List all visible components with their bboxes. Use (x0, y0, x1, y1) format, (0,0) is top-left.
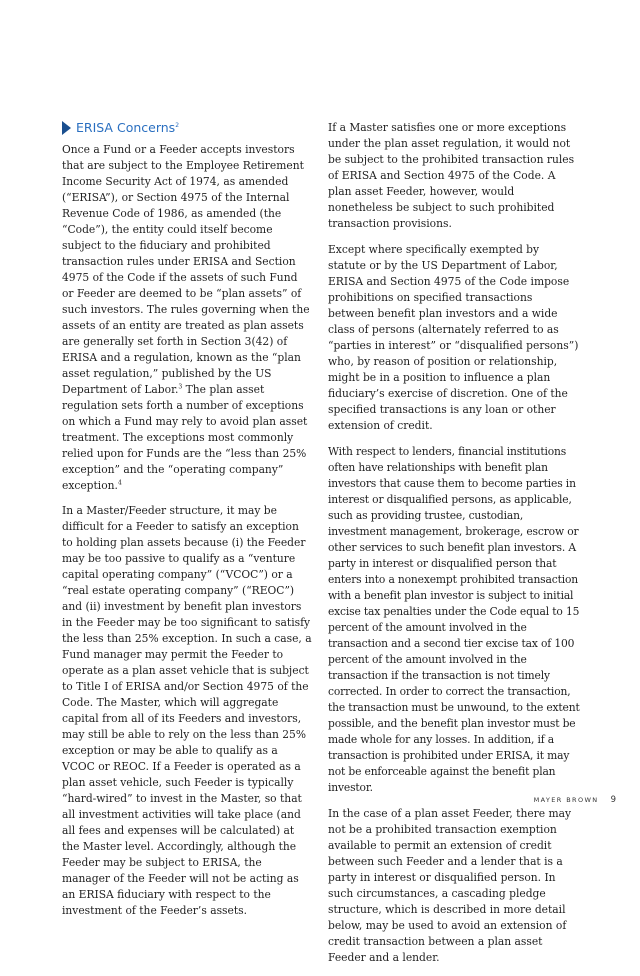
brand-name: MAYER BROWN (533, 796, 599, 804)
footnote-ref: 2 (175, 121, 180, 129)
paragraph: With respect to lenders, financial institutions often have relationships with benefit plan investors that cause them to become parties in interest or disqualified persons, as applicable, such as providing trustee, custodian, investment management, brokerage, escrow or other services to such benefit plan investors. A party in interest or disqualified person that enters into a nonexempt prohibited transaction with a benefit plan investor is subject to initial excise tax penalties under the Code equal to 15 percent of the amount involved in the transaction and a second tier excise tax of 100 percent of the amount involved in the transaction if the transaction is not timely corrected. In order to correct the transaction, the transaction must be unwound, to the extent possible, and the benefit plan investor must be made whole for any losses. In addition, if a transaction is prohibited under ERISA, it may not be enforceable against the benefit plan investor. (328, 445, 580, 794)
section-heading (62, 120, 312, 136)
paragraph: In a Master/Feeder structure, it may be difficult for a Feeder to satisfy an exception to holding plan assets because (i) the Feeder may be too passive to qualify as a “venture capital operating company” (“VCOC”) or a “real estate operating company” (“REOC”) and (ii) investment by benefit plan investors in the Feeder may be too significant to satisfy the less than 25% exception. In such a case, a Fund manager may permit the Feeder to operate as a plan asset vehicle that is subject to Title I of ERISA and/or Section 4975 of the Code. The Master, which will aggregate capital from all of its Feeders and investors, may still be able to rely on the less than 25% exception or may be able to qualify as a VCOC or REOC. If a Feeder is operated as a plan asset vehicle, such Feeder is typically “hard-wired” to invest in the Master, so that all investment activities will take place (and all fees and expenses will be calculated) at the Master level. Accordingly, although the Feeder may be subject to ERISA, the manager of the Feeder will not be acting as an ERISA fiduciary with respect to the investment of the Feeder’s assets. (62, 504, 312, 917)
footnote-ref: 3 (178, 383, 183, 391)
triangle-marker-icon (62, 121, 71, 135)
paragraph: If a Master satisfies one or more exceptions under the plan asset regulation, it would not be subject to the prohibited transaction rules of ERISA and Section 4975 of the Code. A plan asset Feeder, however, would nonetheless be subject to such prohibited transaction provisions. (328, 121, 575, 230)
paragraph: In the case of a plan asset Feeder, there may not be a prohibited transaction exemption available to permit an extension of credit between such Feeder and a lender that is a party in interest or disqualified person. In such circumstances, a cascading pledge structure, which is described in more detail below, may be used to avoid an extension of credit transaction between a plan asset Feeder and a lender. (328, 807, 572, 964)
paragraph: Once a Fund or a Feeder accepts investors that are subject to the Employee Retirement Income Security Act of 1974, as amended (“ERISA”), or Section 4975 of the Internal Revenue Code of 1986, as amended (the “Code”), the entity could itself become subject to the fiduciary and prohibited transaction rules under ERISA and Section 4975 of the Code if the assets of such Fund or Feeder are deemed to be “plan assets” of such investors. The rules governing when the assets of an entity are treated as plan assets are generally set forth in Section 3(42) of ERISA and a regulation, known as the “plan asset regulation,” published by the US Department of Labor.$^3$ The plan asset regulation sets forth a number of exceptions on which a Fund may rely to avoid plan asset treatment. The exceptions most commonly relied upon for Funds are the “less than 25% exception” and the “operating company” exception.$^4$ (62, 143, 310, 492)
page-footer (534, 795, 616, 805)
left-column (62, 120, 312, 928)
section-title: ERISA Concerns$^2$ (76, 120, 180, 135)
footnote-ref: 4 (117, 479, 122, 487)
paragraph: Except where specifically exempted by statute or by the US Department of Labor, ERISA and Section 4975 of the Code impose prohibitions on specified transactions between benefit plan investors and a wide class of persons (alternately referred to as “parties in interest” or “disqualified persons”) who, by reason of position or relationship, might be in a position to influence a plan fiduciary’s exercise of discretion. One of the specified transactions is any loan or other extension of credit. (328, 243, 579, 432)
right-column (328, 120, 580, 976)
page-number: 9 (610, 795, 616, 805)
